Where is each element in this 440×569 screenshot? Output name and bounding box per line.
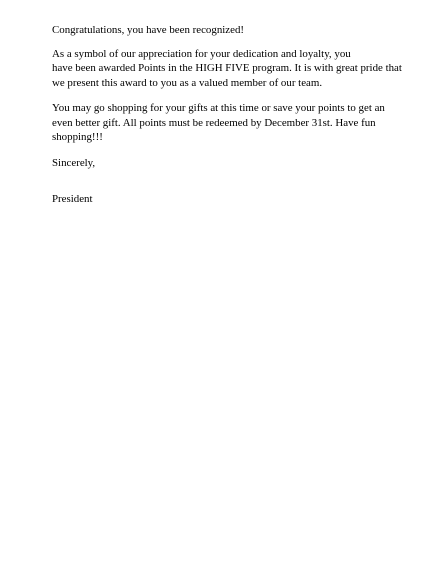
closing [52,156,397,171]
paragraph-line: have been awarded Points in the HIGH FIVE program. It is with great pride that [52,62,402,74]
signature [52,192,397,207]
letter-body [52,23,402,207]
paragraph-line: As a symbol of our appreciation for your dedication and loyalty, you [52,47,351,60]
greeting [52,23,397,38]
greeting-text: Congratulations, you have been recognized! [52,24,245,36]
paragraph-line: even better gift. All points must be redeemed by December 31st. Have fun [52,116,376,129]
paragraph-line: we present this award to you as a valued member of our team. [52,76,323,89]
paragraph-line: You may go shopping for your gifts at this time or save your points to get an [52,102,385,114]
shopping-paragraph [52,101,397,145]
appreciation-paragraph [52,47,402,91]
paragraph-line: shopping!!! [52,131,103,143]
closing-text: Sincerely, [52,156,96,169]
signature-title: President [52,193,93,205]
